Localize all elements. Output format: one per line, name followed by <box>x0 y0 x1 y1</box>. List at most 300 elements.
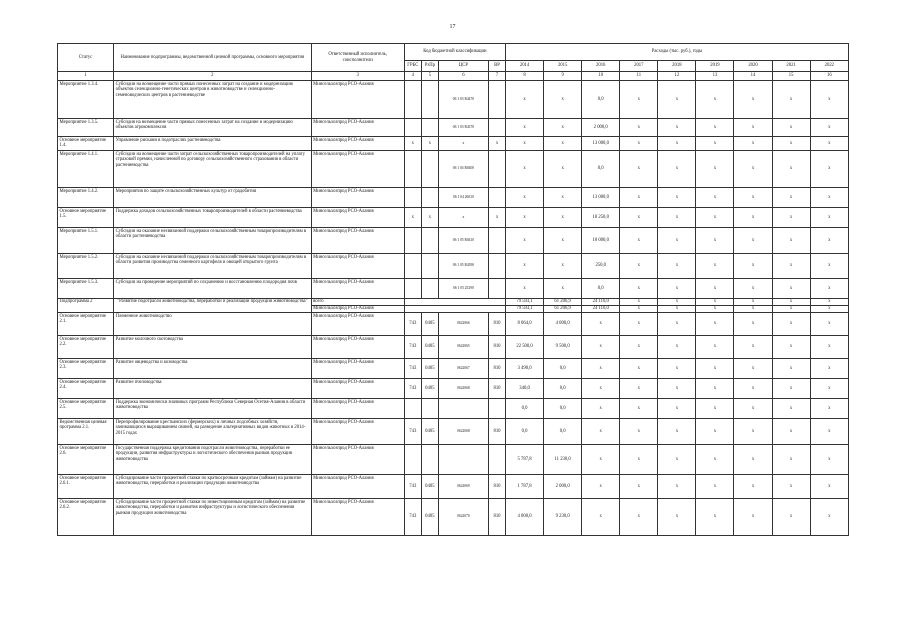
cell-value: x <box>506 81 544 119</box>
cell-rzpr <box>421 398 438 418</box>
header-expenses: Расходы (тыс. руб.), годы <box>506 44 849 61</box>
cell-value: x <box>620 119 658 137</box>
cell-name: "Развитие подотрасли животноводства, переработки и реализации продукции животноводства" <box>114 298 311 312</box>
table-row <box>58 378 849 398</box>
cell-value: x <box>696 312 734 335</box>
cell-vr: 810 <box>488 474 505 498</box>
cell-value: 9 230,0 <box>544 498 582 535</box>
cell-value: 79 593,1 <box>506 305 544 312</box>
cell-vr: x <box>488 207 505 227</box>
cell-value: x <box>620 498 658 535</box>
subprogram-2-block <box>58 298 849 312</box>
cell-csr: x <box>438 207 488 227</box>
column-index: 14 <box>734 72 772 81</box>
cell-rzpr <box>421 444 438 474</box>
cell-value: 10 000,0 <box>582 227 620 253</box>
table-row <box>58 444 849 474</box>
cell-name: Племенное животноводство <box>114 312 311 335</box>
cell-value: x <box>734 398 772 418</box>
header-year: 2015 <box>544 61 582 72</box>
cell-vr: 810 <box>488 358 505 378</box>
cell-value: x <box>734 81 772 119</box>
cell-grbs: 743 <box>404 418 421 444</box>
cell-value: x <box>620 187 658 207</box>
cell-value: x <box>658 81 696 119</box>
cell-value: x <box>772 81 810 119</box>
cell-vr <box>488 119 505 137</box>
cell-executor: Минсельхозпрод РСО-Алания <box>311 335 404 358</box>
cell-name: Мероприятия по защите сельскохозяйственных культур от градобития <box>114 187 311 207</box>
cell-csr: 0622066 <box>438 312 488 335</box>
cell-value: 24 110,0 <box>582 298 620 305</box>
header-executor: Ответственный исполнитель, соисполнители <box>311 44 404 72</box>
cell-vr <box>488 187 505 207</box>
cell-value: x <box>658 278 696 298</box>
cell-name: Субсидии на проведение мероприятий по сохранению и восстановлению плодородия почв <box>114 278 311 298</box>
cell-value: x <box>658 312 696 335</box>
cell-value: x <box>506 119 544 137</box>
cell-value: 79 593,1 <box>506 298 544 305</box>
cell-vr <box>488 278 505 298</box>
cell-grbs <box>404 150 421 187</box>
cell-value: 0,0 <box>506 398 544 418</box>
table-row <box>58 207 849 227</box>
column-index: 7 <box>488 72 505 81</box>
cell-value: x <box>696 137 734 151</box>
cell-value: x <box>696 444 734 474</box>
cell-value: x <box>620 207 658 227</box>
cell-value: x <box>734 312 772 335</box>
cell-executor: Минсельхозпрод РСО-Алания <box>311 119 404 137</box>
cell-value: x <box>544 278 582 298</box>
column-index: 16 <box>810 72 848 81</box>
cell-value: x <box>696 81 734 119</box>
column-index: 3 <box>311 72 404 81</box>
cell-grbs: x <box>404 137 421 151</box>
cell-value: x <box>544 227 582 253</box>
cell-name: Поддержка доходов сельскохозяйственных товаропроизводителей в области растениеводства <box>114 207 311 227</box>
cell-value: x <box>620 227 658 253</box>
cell-rzpr <box>421 119 438 137</box>
cell-value: x <box>810 335 848 358</box>
cell-value: x <box>658 305 696 312</box>
cell-executor: Минсельхозпрод РСО-Алания <box>311 474 404 498</box>
cell-value: x <box>506 150 544 187</box>
cell-executor: Минсельхозпрод РСО-Алания <box>311 187 404 207</box>
cell-value: x <box>810 498 848 535</box>
cell-status: Ведомственная целевая программа 2.1. <box>58 418 114 444</box>
cell-name: Субсидирование части процентной ставки по краткосрочным кредитам (займам) на развитие животноводства, переработки и реализации продукции животноводства <box>114 474 311 498</box>
cell-status: Основное мероприятие 1.4. <box>58 137 114 151</box>
cell-value: x <box>772 335 810 358</box>
cell-value: 0,0 <box>544 418 582 444</box>
cell-value: x <box>810 358 848 378</box>
cell-value: x <box>810 378 848 398</box>
cell-value: x <box>506 137 544 151</box>
cell-value: x <box>658 418 696 444</box>
cell-value: x <box>772 474 810 498</box>
cell-rzpr <box>421 253 438 278</box>
cell-status: Мероприятие 1.5.2. <box>58 253 114 278</box>
cell-value: x <box>772 187 810 207</box>
cell-value: x <box>734 335 772 358</box>
cell-value: x <box>620 378 658 398</box>
cell-rzpr <box>421 150 438 187</box>
cell-status: Подпрограмма 2 <box>58 298 114 312</box>
cell-value: x <box>582 474 620 498</box>
cell-value: x <box>734 298 772 305</box>
cell-executor: Минсельхозпрод РСО-Алания <box>311 312 404 335</box>
cell-grbs <box>404 119 421 137</box>
cell-value: 2 000,0 <box>544 474 582 498</box>
cell-csr <box>438 444 488 474</box>
header-status: Статус <box>58 44 114 72</box>
table-row <box>58 312 849 335</box>
cell-value: 13 000,0 <box>582 187 620 207</box>
column-index: 10 <box>582 72 620 81</box>
cell-name: Субсидия на возмещение части прямых понесенных затрат на создание и модернизацию объектов агрокомплексов <box>114 119 311 137</box>
cell-rzpr: x <box>421 137 438 151</box>
cell-rzpr: 0405 <box>421 418 438 444</box>
cell-value: 5 787,8 <box>506 444 544 474</box>
column-index: 11 <box>620 72 658 81</box>
cell-value: 1 787,8 <box>506 474 544 498</box>
header-row-top <box>58 44 849 61</box>
cell-value: x <box>696 278 734 298</box>
cell-value: 0,0 <box>582 150 620 187</box>
cell-value: x <box>734 227 772 253</box>
cell-executor: Минсельхозпрод РСО-Алания <box>311 444 404 474</box>
cell-value: x <box>696 358 734 378</box>
cell-value: x <box>810 253 848 278</box>
cell-value: x <box>734 498 772 535</box>
cell-value: x <box>582 498 620 535</box>
cell-value: 4 000,0 <box>506 498 544 535</box>
cell-csr: 06 1 03 R4470 <box>438 81 488 119</box>
cell-value: x <box>734 137 772 151</box>
cell-executor: всего <box>311 298 404 305</box>
header-rzpr: РзПр <box>421 61 438 72</box>
cell-executor: Минсельхозпрод РСО-Алания <box>311 137 404 151</box>
table-row <box>58 418 849 444</box>
cell-value: x <box>810 278 848 298</box>
cell-value: x <box>506 278 544 298</box>
cell-value: 0,0 <box>544 398 582 418</box>
cell-value: x <box>506 253 544 278</box>
cell-csr: 06 1 04 R0400 <box>438 150 488 187</box>
cell-value: x <box>544 187 582 207</box>
cell-grbs: 743 <box>404 335 421 358</box>
cell-value: x <box>696 474 734 498</box>
cell-value: x <box>772 358 810 378</box>
cell-csr: 0622065 <box>438 335 488 358</box>
cell-value: x <box>772 398 810 418</box>
cell-grbs <box>404 227 421 253</box>
cell-value: x <box>506 187 544 207</box>
cell-csr: 06 1 05 25290 <box>438 278 488 298</box>
cell-vr <box>488 253 505 278</box>
cell-value: x <box>658 335 696 358</box>
cell-executor: Минсельхозпрод РСО-Алания <box>311 253 404 278</box>
cell-status: Мероприятие 1.4.2. <box>58 187 114 207</box>
cell-value: x <box>696 227 734 253</box>
cell-value: x <box>696 298 734 305</box>
cell-status: Мероприятие 1.5.1. <box>58 227 114 253</box>
cell-csr: 0622069 <box>438 474 488 498</box>
cell-executor: Минсельхозпрод РСО-Алания <box>311 81 404 119</box>
cell-status: Мероприятие 1.4.1. <box>58 150 114 187</box>
cell-grbs <box>404 398 421 418</box>
cell-vr: 810 <box>488 498 505 535</box>
cell-rzpr <box>421 81 438 119</box>
cell-csr: 06 1 03 R4370 <box>438 119 488 137</box>
cell-value: x <box>772 418 810 444</box>
header-vr: ВР <box>488 61 505 72</box>
cell-value: 0,0 <box>582 278 620 298</box>
cell-name: Развитие молочного скотоводства <box>114 335 311 358</box>
table-row <box>58 137 849 151</box>
table-row <box>58 358 849 378</box>
cell-value: x <box>658 187 696 207</box>
cell-grbs: 743 <box>404 498 421 535</box>
cell-rzpr: 0405 <box>421 358 438 378</box>
cell-value: 9 500,0 <box>544 335 582 358</box>
column-index-row <box>58 72 849 81</box>
cell-value: x <box>658 137 696 151</box>
header-name: Наименование подпрограммы, ведомственной целевой программы, основного мероприятия <box>114 44 311 72</box>
cell-rzpr: 0405 <box>421 474 438 498</box>
cell-value: x <box>620 312 658 335</box>
table-row <box>58 498 849 535</box>
cell-value: 250,0 <box>582 253 620 278</box>
header-year: 2014 <box>506 61 544 72</box>
cell-value: x <box>696 187 734 207</box>
cell-value: x <box>696 150 734 187</box>
header-budget-code: Код бюджетной классификации <box>404 44 505 61</box>
cell-value: x <box>810 119 848 137</box>
table-body-part1 <box>58 81 849 299</box>
header-year: 2018 <box>658 61 696 72</box>
cell-value: x <box>810 305 848 312</box>
cell-csr: 0622068 <box>438 378 488 398</box>
header-year: 2019 <box>696 61 734 72</box>
column-index: 8 <box>506 72 544 81</box>
cell-status: Мероприятие 1.5.3. <box>58 278 114 298</box>
cell-value: x <box>696 418 734 444</box>
table-row <box>58 119 849 137</box>
cell-value: x <box>620 418 658 444</box>
cell-rzpr: x <box>421 207 438 227</box>
cell-executor: Минсельхозпрод РСО-Алания <box>311 207 404 227</box>
cell-value: x <box>734 187 772 207</box>
cell-grbs <box>404 81 421 119</box>
cell-value: x <box>810 187 848 207</box>
column-index: 6 <box>438 72 488 81</box>
column-index: 1 <box>58 72 114 81</box>
cell-name: Развитие пчеловодства <box>114 378 311 398</box>
cell-executor: Минсельхозпрод РСО-Алания <box>311 498 404 535</box>
cell-value: x <box>582 378 620 398</box>
cell-value: 61 206,9 <box>544 298 582 305</box>
header-year: 2021 <box>772 61 810 72</box>
cell-value: x <box>734 418 772 444</box>
cell-value: 10 250,0 <box>582 207 620 227</box>
cell-value: x <box>734 207 772 227</box>
cell-value: x <box>506 207 544 227</box>
cell-rzpr: 0405 <box>421 312 438 335</box>
cell-value: 13 000,0 <box>582 137 620 151</box>
cell-value: x <box>696 119 734 137</box>
cell-vr <box>488 398 505 418</box>
cell-value: x <box>734 253 772 278</box>
cell-value: 11 230,0 <box>544 444 582 474</box>
cell-grbs: 743 <box>404 378 421 398</box>
cell-value: x <box>582 312 620 335</box>
cell-csr: 0622068 <box>438 418 488 444</box>
cell-csr: x <box>438 137 488 151</box>
cell-name: Перепрофилирование крестьянских (фермерских) и личных подсобных хозяйств, занимающихся выращиванием свиней, на разведение альтернативных видов животных в 2014-2015 годах <box>114 418 311 444</box>
cell-value: 24 110,0 <box>582 305 620 312</box>
cell-value: x <box>658 150 696 187</box>
cell-status: Основное мероприятие 2.2. <box>58 335 114 358</box>
cell-value: x <box>734 378 772 398</box>
cell-value: 0,0 <box>544 358 582 378</box>
cell-status: Основное мероприятие 1.5. <box>58 207 114 227</box>
cell-value: x <box>772 253 810 278</box>
cell-value: x <box>810 474 848 498</box>
header-year: 2020 <box>734 61 772 72</box>
cell-value: 0,0 <box>544 378 582 398</box>
cell-vr <box>488 227 505 253</box>
cell-value: x <box>544 81 582 119</box>
cell-value: x <box>658 444 696 474</box>
header-year: 2022 <box>810 61 848 72</box>
cell-grbs <box>404 187 421 207</box>
cell-value: 0,0 <box>582 81 620 119</box>
cell-name: Развитие овцеводства и козоводства <box>114 358 311 378</box>
header-csr: ЦСР <box>438 61 488 72</box>
cell-value: x <box>734 444 772 474</box>
cell-value: x <box>658 119 696 137</box>
cell-value: x <box>544 253 582 278</box>
cell-status: Основное мероприятие 2.4. <box>58 378 114 398</box>
cell-value: x <box>696 207 734 227</box>
cell-value: x <box>810 81 848 119</box>
table-row <box>58 335 849 358</box>
cell-value: x <box>734 119 772 137</box>
cell-status: Мероприятие 1.3.5. <box>58 119 114 137</box>
cell-vr <box>488 150 505 187</box>
cell-value: x <box>582 418 620 444</box>
cell-csr: 06 1 04 26030 <box>438 187 488 207</box>
cell-status: Основное мероприятие 2.1. <box>58 312 114 335</box>
column-index: 5 <box>421 72 438 81</box>
cell-value: x <box>772 150 810 187</box>
cell-executor: Минсельхозпрод РСО-Алания <box>311 278 404 298</box>
cell-value: x <box>772 498 810 535</box>
cell-name: Субсидирование части процентной ставки по инвестиционным кредитам (займам) на развитие животноводства, переработки и развития инфраструктуры и логистического обеспечения рынков продукции животноводства <box>114 498 311 535</box>
cell-code-empty <box>404 305 505 312</box>
cell-vr <box>488 81 505 119</box>
cell-value: x <box>620 278 658 298</box>
cell-csr: 06 1 05 R4390 <box>438 253 488 278</box>
cell-value: x <box>772 207 810 227</box>
cell-grbs: x <box>404 207 421 227</box>
cell-value: x <box>696 398 734 418</box>
cell-name: Субсидии на оказание несвязанной поддержки сельскохозяйственным товаропроизводителям в области растениеводства <box>114 227 311 253</box>
cell-vr <box>488 444 505 474</box>
cell-value: x <box>658 398 696 418</box>
cell-value: x <box>658 253 696 278</box>
cell-value: x <box>772 444 810 474</box>
column-index: 2 <box>114 72 311 81</box>
cell-name: Поддержка экономически значимых программ Республики Северная Осетия-Алания в области животноводства <box>114 398 311 418</box>
cell-name: Субсидии на оказание несвязанной поддержки сельскохозяйственным товаропроизводителям в области развития производства семенного картофеля и овощей открытого грунта <box>114 253 311 278</box>
cell-value: 3 490,0 <box>506 358 544 378</box>
table-row <box>58 253 849 278</box>
cell-status: Основное мероприятие 2.5. <box>58 398 114 418</box>
table-row <box>58 474 849 498</box>
cell-grbs <box>404 278 421 298</box>
cell-executor: Минсельхозпрод РСО-Алания <box>311 358 404 378</box>
cell-value: x <box>506 227 544 253</box>
cell-executor: Минсельхозпрод РСО-Алания <box>311 150 404 187</box>
cell-name: Субсидии на возмещение части затрат сельскохозяйственных товаропроизводителей на уплату страховой премии, начисленной по договору сельскохозяйственного страхования в области растениеводства <box>114 150 311 187</box>
table-row <box>58 187 849 207</box>
cell-value: x <box>810 298 848 305</box>
cell-value: x <box>620 150 658 187</box>
cell-value: x <box>620 358 658 378</box>
cell-value: x <box>658 474 696 498</box>
cell-executor: Минсельхозпрод РСО-Алания <box>311 398 404 418</box>
cell-rzpr <box>421 278 438 298</box>
cell-value: x <box>772 137 810 151</box>
cell-value: x <box>582 335 620 358</box>
cell-value: x <box>620 305 658 312</box>
cell-name: Субсидии на возмещение части прямых понесенных затрат на создание и модернизацию объектов селекционно-генетических центров в животноводстве и селекционно-семеноводческих центров в растениеводстве <box>114 81 311 119</box>
cell-value: x <box>620 444 658 474</box>
cell-value: x <box>810 207 848 227</box>
program-expenses-table <box>57 43 849 536</box>
cell-value: x <box>696 253 734 278</box>
cell-value: x <box>734 305 772 312</box>
cell-value: x <box>582 398 620 418</box>
cell-value: 22 500,0 <box>506 335 544 358</box>
cell-status: Основное мероприятие 2.6.1. <box>58 474 114 498</box>
cell-value: x <box>658 498 696 535</box>
cell-csr: 0622070 <box>438 498 488 535</box>
cell-value: x <box>696 335 734 358</box>
cell-grbs: 743 <box>404 312 421 335</box>
cell-rzpr <box>421 187 438 207</box>
cell-value: x <box>620 398 658 418</box>
cell-value: x <box>696 378 734 398</box>
cell-value: x <box>810 137 848 151</box>
cell-vr: 810 <box>488 418 505 444</box>
cell-rzpr: 0405 <box>421 378 438 398</box>
cell-value: x <box>620 253 658 278</box>
cell-vr: 810 <box>488 335 505 358</box>
cell-grbs <box>404 444 421 474</box>
cell-csr <box>438 398 488 418</box>
header-year: 2017 <box>620 61 658 72</box>
cell-value: x <box>620 298 658 305</box>
cell-value: x <box>658 378 696 398</box>
cell-status: Основное мероприятие 2.6.2. <box>58 498 114 535</box>
cell-value: 0,0 <box>506 418 544 444</box>
cell-value: x <box>696 305 734 312</box>
cell-grbs: 743 <box>404 358 421 378</box>
